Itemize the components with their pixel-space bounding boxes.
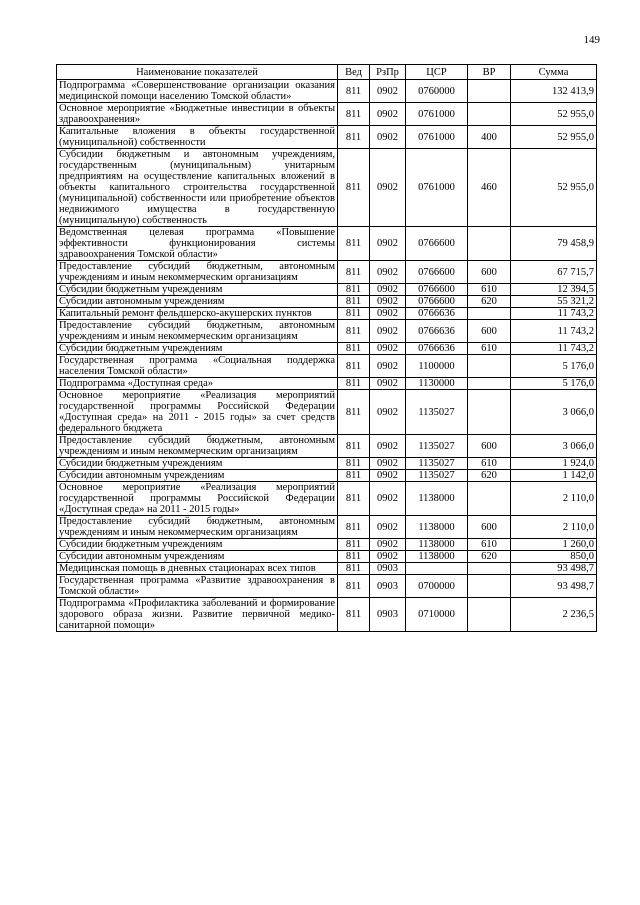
cell-vr: 600 <box>468 261 511 284</box>
table-row <box>57 320 597 343</box>
cell-vr <box>468 563 511 575</box>
cell-vr <box>468 103 511 126</box>
table-row <box>57 343 597 355</box>
cell-name: Субсидии автономным учреждениям <box>57 551 338 563</box>
cell-csr: 1135027 <box>406 435 468 458</box>
cell-vr: 600 <box>468 516 511 539</box>
cell-name: Основное мероприятие «Реализация мероприятий государственной программы Российской Федерации «Доступная среда» на 2011 - 2015 годы» за счет средств федерального бюджета <box>57 390 338 435</box>
table-row <box>57 149 597 227</box>
cell-csr: 0766600 <box>406 227 468 261</box>
cell-sum: 12 394,5 <box>511 284 597 296</box>
table-row <box>57 261 597 284</box>
cell-rzpr: 0902 <box>370 308 406 320</box>
cell-ved: 811 <box>338 539 370 551</box>
cell-vr: 610 <box>468 343 511 355</box>
cell-ved: 811 <box>338 390 370 435</box>
cell-vr: 620 <box>468 470 511 482</box>
cell-ved: 811 <box>338 296 370 308</box>
table-row <box>57 563 597 575</box>
cell-csr: 0760000 <box>406 80 468 103</box>
cell-vr <box>468 355 511 378</box>
table-row <box>57 470 597 482</box>
table-row <box>57 103 597 126</box>
cell-sum: 3 066,0 <box>511 390 597 435</box>
cell-csr: 0700000 <box>406 575 468 598</box>
cell-name: Субсидии автономным учреждениям <box>57 296 338 308</box>
cell-vr: 610 <box>468 458 511 470</box>
cell-ved: 811 <box>338 80 370 103</box>
cell-sum: 5 176,0 <box>511 378 597 390</box>
cell-sum: 1 260,0 <box>511 539 597 551</box>
cell-rzpr: 0902 <box>370 149 406 227</box>
cell-name: Субсидии автономным учреждениям <box>57 470 338 482</box>
header-rzpr: РзПр <box>370 65 406 80</box>
cell-name: Подпрограмма «Совершенствование организации оказания медицинской помощи населению Томской области» <box>57 80 338 103</box>
cell-csr: 0766636 <box>406 308 468 320</box>
cell-name: Субсидии бюджетным учреждениям <box>57 343 338 355</box>
cell-csr: 1135027 <box>406 458 468 470</box>
cell-ved: 811 <box>338 308 370 320</box>
cell-name: Субсидии бюджетным учреждениям <box>57 458 338 470</box>
cell-csr: 1130000 <box>406 378 468 390</box>
cell-csr: 1135027 <box>406 470 468 482</box>
cell-ved: 811 <box>338 563 370 575</box>
cell-csr: 1135027 <box>406 390 468 435</box>
cell-name: Субсидии бюджетным и автономным учреждениям, государственным (муниципальным) унитарным предприятиям на осуществление капитальных вложений в объекты капитального строительства государственной (муниципальной) собственности или приобретение объектов недвижимого имущества в государственную (муниципальную) собственность <box>57 149 338 227</box>
cell-vr <box>468 80 511 103</box>
cell-name: Капитальный ремонт фельдшерско-акушерских пунктов <box>57 308 338 320</box>
cell-sum: 1 142,0 <box>511 470 597 482</box>
cell-name: Медицинская помощь в дневных стационарах всех типов <box>57 563 338 575</box>
table-row <box>57 355 597 378</box>
cell-csr: 0766600 <box>406 296 468 308</box>
cell-vr <box>468 575 511 598</box>
cell-csr: 1138000 <box>406 482 468 516</box>
cell-ved: 811 <box>338 261 370 284</box>
cell-sum: 55 321,2 <box>511 296 597 308</box>
cell-ved: 811 <box>338 598 370 632</box>
cell-ved: 811 <box>338 227 370 261</box>
table-row <box>57 482 597 516</box>
cell-sum: 850,0 <box>511 551 597 563</box>
table-row <box>57 575 597 598</box>
cell-vr <box>468 482 511 516</box>
cell-name: Государственная программа «Развитие здравоохранения в Томской области» <box>57 575 338 598</box>
cell-csr: 1100000 <box>406 355 468 378</box>
cell-ved: 811 <box>338 551 370 563</box>
header-csr: ЦСР <box>406 65 468 80</box>
table-row <box>57 126 597 149</box>
cell-sum: 52 955,0 <box>511 103 597 126</box>
cell-vr: 620 <box>468 296 511 308</box>
page-number: 149 <box>583 34 600 46</box>
cell-rzpr: 0902 <box>370 284 406 296</box>
table-row <box>57 284 597 296</box>
cell-ved: 811 <box>338 575 370 598</box>
cell-vr: 600 <box>468 320 511 343</box>
header-sum: Сумма <box>511 65 597 80</box>
cell-sum: 2 110,0 <box>511 482 597 516</box>
cell-sum: 2 110,0 <box>511 516 597 539</box>
table-row <box>57 227 597 261</box>
header-vr: ВР <box>468 65 511 80</box>
cell-vr <box>468 227 511 261</box>
cell-csr: 0761000 <box>406 103 468 126</box>
table-row <box>57 378 597 390</box>
table-header-row <box>57 65 597 80</box>
cell-rzpr: 0902 <box>370 126 406 149</box>
cell-csr: 0766600 <box>406 284 468 296</box>
cell-rzpr: 0902 <box>370 539 406 551</box>
cell-ved: 811 <box>338 320 370 343</box>
cell-name: Субсидии бюджетным учреждениям <box>57 539 338 551</box>
cell-ved: 811 <box>338 470 370 482</box>
cell-name: Государственная программа «Социальная поддержка населения Томской области» <box>57 355 338 378</box>
cell-name: Подпрограмма «Профилактика заболеваний и формирование здорового образа жизни. Развитие первичной медико-санитарной помощи» <box>57 598 338 632</box>
cell-rzpr: 0903 <box>370 575 406 598</box>
cell-name: Предоставление субсидий бюджетным, автономным учреждениям и иным некоммерческим организациям <box>57 516 338 539</box>
budget-table <box>56 64 597 632</box>
cell-csr: 0761000 <box>406 126 468 149</box>
header-ved: Вед <box>338 65 370 80</box>
table-row <box>57 308 597 320</box>
table-row <box>57 598 597 632</box>
cell-vr: 400 <box>468 126 511 149</box>
cell-rzpr: 0902 <box>370 103 406 126</box>
cell-ved: 811 <box>338 435 370 458</box>
cell-vr: 610 <box>468 539 511 551</box>
cell-sum: 11 743,2 <box>511 343 597 355</box>
cell-name: Основное мероприятие «Бюджетные инвестиции в объекты здравоохранения» <box>57 103 338 126</box>
cell-rzpr: 0903 <box>370 563 406 575</box>
cell-rzpr: 0902 <box>370 551 406 563</box>
header-name: Наименование показателей <box>57 65 338 80</box>
cell-sum: 3 066,0 <box>511 435 597 458</box>
table-row <box>57 296 597 308</box>
cell-ved: 811 <box>338 103 370 126</box>
cell-vr <box>468 598 511 632</box>
cell-rzpr: 0902 <box>370 343 406 355</box>
cell-csr: 0766636 <box>406 343 468 355</box>
cell-rzpr: 0902 <box>370 470 406 482</box>
cell-ved: 811 <box>338 343 370 355</box>
cell-name: Капитальные вложения в объекты государственной (муниципальной) собственности <box>57 126 338 149</box>
cell-ved: 811 <box>338 458 370 470</box>
cell-ved: 811 <box>338 482 370 516</box>
cell-csr: 1138000 <box>406 551 468 563</box>
cell-csr: 1138000 <box>406 539 468 551</box>
cell-name: Ведомственная целевая программа «Повышение эффективности функционирования системы здравоохранения Томской области» <box>57 227 338 261</box>
cell-rzpr: 0902 <box>370 296 406 308</box>
cell-vr <box>468 308 511 320</box>
cell-ved: 811 <box>338 126 370 149</box>
cell-sum: 52 955,0 <box>511 149 597 227</box>
cell-rzpr: 0902 <box>370 458 406 470</box>
cell-vr: 610 <box>468 284 511 296</box>
cell-name: Предоставление субсидий бюджетным, автономным учреждениям и иным некоммерческим организациям <box>57 435 338 458</box>
cell-name: Подпрограмма «Доступная среда» <box>57 378 338 390</box>
cell-sum: 1 924,0 <box>511 458 597 470</box>
cell-rzpr: 0902 <box>370 355 406 378</box>
cell-csr: 0766636 <box>406 320 468 343</box>
cell-rzpr: 0902 <box>370 378 406 390</box>
cell-name: Основное мероприятие «Реализация мероприятий государственной программы Российской Федерации «Доступная среда» на 2011 - 2015 годы» <box>57 482 338 516</box>
cell-rzpr: 0902 <box>370 435 406 458</box>
cell-vr <box>468 390 511 435</box>
cell-csr <box>406 563 468 575</box>
cell-rzpr: 0902 <box>370 227 406 261</box>
cell-sum: 67 715,7 <box>511 261 597 284</box>
table-row <box>57 390 597 435</box>
cell-csr: 1138000 <box>406 516 468 539</box>
cell-rzpr: 0902 <box>370 320 406 343</box>
cell-vr: 600 <box>468 435 511 458</box>
cell-csr: 0766600 <box>406 261 468 284</box>
cell-sum: 93 498,7 <box>511 563 597 575</box>
table-row <box>57 435 597 458</box>
cell-ved: 811 <box>338 516 370 539</box>
cell-vr: 460 <box>468 149 511 227</box>
table-row <box>57 551 597 563</box>
cell-name: Предоставление субсидий бюджетным, автономным учреждениям и иным некоммерческим организациям <box>57 320 338 343</box>
cell-rzpr: 0902 <box>370 482 406 516</box>
cell-rzpr: 0902 <box>370 390 406 435</box>
cell-csr: 0761000 <box>406 149 468 227</box>
cell-rzpr: 0902 <box>370 80 406 103</box>
cell-vr <box>468 378 511 390</box>
cell-csr: 0710000 <box>406 598 468 632</box>
cell-sum: 5 176,0 <box>511 355 597 378</box>
cell-sum: 79 458,9 <box>511 227 597 261</box>
cell-name: Субсидии бюджетным учреждениям <box>57 284 338 296</box>
table-row <box>57 80 597 103</box>
cell-sum: 11 743,2 <box>511 320 597 343</box>
cell-rzpr: 0902 <box>370 261 406 284</box>
cell-ved: 811 <box>338 284 370 296</box>
cell-rzpr: 0902 <box>370 516 406 539</box>
cell-ved: 811 <box>338 378 370 390</box>
cell-sum: 11 743,2 <box>511 308 597 320</box>
cell-rzpr: 0903 <box>370 598 406 632</box>
table-row <box>57 539 597 551</box>
table-row <box>57 516 597 539</box>
cell-ved: 811 <box>338 355 370 378</box>
cell-sum: 93 498,7 <box>511 575 597 598</box>
table-body <box>57 80 597 632</box>
cell-sum: 2 236,5 <box>511 598 597 632</box>
table-row <box>57 458 597 470</box>
cell-vr: 620 <box>468 551 511 563</box>
cell-ved: 811 <box>338 149 370 227</box>
cell-sum: 52 955,0 <box>511 126 597 149</box>
cell-name: Предоставление субсидий бюджетным, автономным учреждениям и иным некоммерческим организациям <box>57 261 338 284</box>
cell-sum: 132 413,9 <box>511 80 597 103</box>
